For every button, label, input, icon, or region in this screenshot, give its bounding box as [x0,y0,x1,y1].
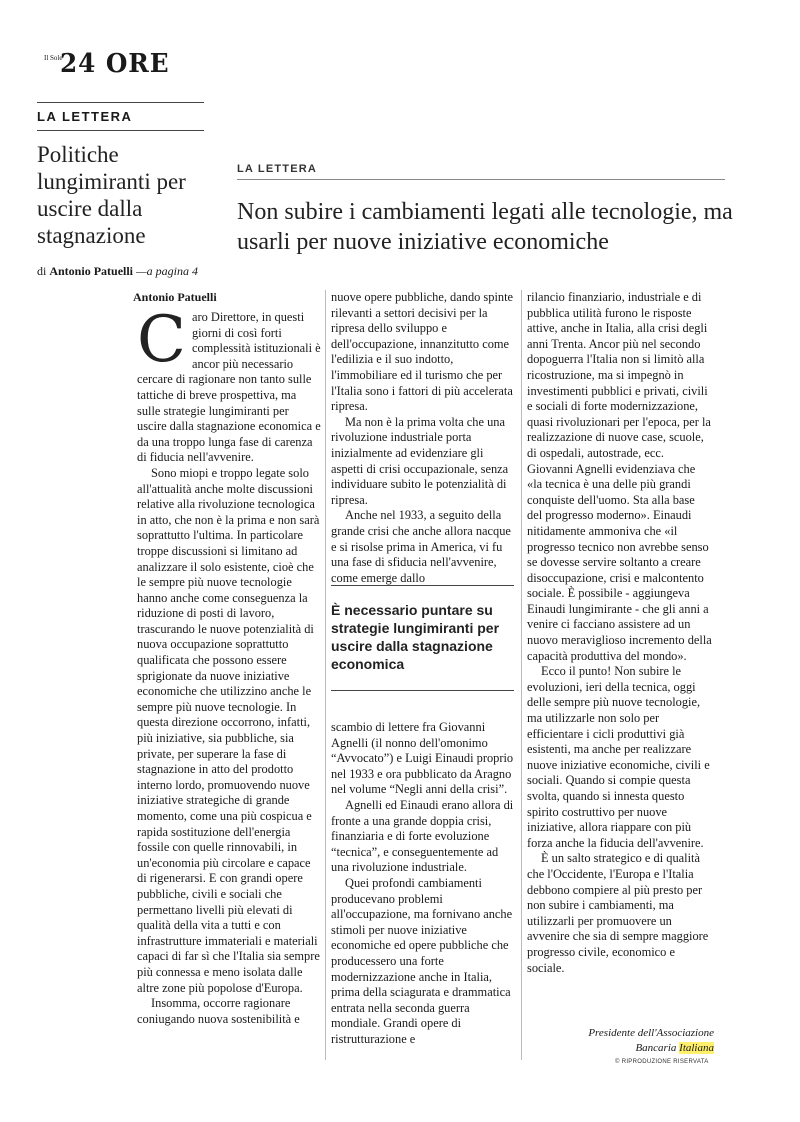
paragraph: Ecco il punto! Non subire le evoluzioni, ieri della tecnica, oggi delle sempre più nuove tecnologie, ma utilizzarle non solo per efficientare i cicli produttivi già esistenti, ma anche per realizzare nuove iniziative economiche, civili e sociali. Quando si compie questa svolta, quando si innesta questo spirito costruttivo per nuove iniziative, allora riappare con più forza anche la fiducia dell'avvenire. [527,664,710,850]
paragraph: Anche nel 1933, a seguito della grande crisi che anche allora nacque e si risolse prima in America, vi fu una fase di sfiducia nell'avvenire, come emerge dallo [331,508,511,585]
article-column-2-bottom [331,720,516,1047]
paragraph: È un salto strategico e di qualità che l'Occidente, l'Europa e l'Italia debbono compiere al più presto per non subire i cambiamenti, ma utilizzarli per promuovere un avvenire che sia di sempre maggiore progresso civile, economico e sociale. [527,851,709,975]
paragraph: Sono miopi e troppo legate solo all'attualità anche molte discussioni relative alla rivoluzione tecnologica in atto, che non è la prima e non sarà soprattutto l'ultima. In particolare troppe discussioni si limitano ad analizzare il solo esistente, cioè che le sempre più nuove tecnologie hanno anche come conseguenza la riduzione di posti di lavoro, trascurando le nuove potenzialità di nuova occupazione soprattutto qualificata che possono essere sprigionate da nuove iniziative economiche che utilizzino anche le sempre più nuove tecnologie. In questa direzione occorrono, infatti, più iniziative, sia pubbliche, sia private, per superare la fase di stagnazione in atto del prodotto interno lordo, promuovendo nuove iniziative strategiche di grande momento, come una più cospicua e rapida sostituzione dell'energia fossile con quelle rinnovabili, in un'economia più circolare e capace di rigenerarsi. E con grandi opere pubbliche, civili e sociali che permettano livelli più elevati di qualità della vita a tutti e con infrastrutture immateriali e materiali capaci di far sì che l'Italia sia sempre più connessa e meno isolata dalle altre zone più popolose d'Europa. [137,465,320,995]
highlighted-text: Italiana [679,1042,714,1054]
left-headline: Politiche lungimiranti per uscire dalla stagnazione [37,142,186,248]
left-kicker: LA LETTERA [37,109,133,124]
paragraph: Quei profondi cambiamenti producevano problemi all'occupazione, ma fornivano anche stimoli per nuove iniziative economiche ed opere pubbliche che producessero una forte modernizzazione anche in Italia, prima della sciagurata e drammatica entrata nella seconda guerra mondiale. Grandi opere di ristrutturazione e [331,875,513,1046]
article-column-2-top [331,290,516,586]
article-column-1 [137,303,321,1027]
paragraph: Agnelli ed Einaudi erano allora di fronte a una grande doppia crisi, finanziaria e di forte evoluzione “tecnica”, e conseguentemente ad una rivoluzione industriale. [331,797,514,875]
article-kicker: LA LETTERA [237,163,318,175]
paragraph: rilancio finanziario, industriale e di pubblica utilità furono le risposte attive, anche in Italia, alla crisi degli anni Trenta. Ancor più nel secondo dopoguerra l'Italia non si limitò alla ricostruzione, ma si impegnò in investimenti pubblici e privati, civili e sociali di forte modernizzazione, quasi rivoluzionari per l'epoca, per la realizzazione di nuove case, scuole, di ospedali, autostrade, ecc. Giovanni Agnelli evidenziava che «la tecnica è una delle più grandi conquiste dell'uomo. Sta alla base del progresso moderno». Einaudi nitidamente ammoniva che «il progresso tecnico non avrebbe senso se dovesse servire soltanto a creare disoccupazione, crisi e malcontento sociale. È possibile - aggiungeva Einaudi lungimirante - che gli anni a venire ci facciano assistere ad un nuovo meraviglioso incremento della capacità produttiva del mondo». [527,290,712,663]
paragraph: aro Direttore, in questi giorni di così forti complessità istituzionali è ancor più necessario cercare di ragionare non tanto sulle tattiche di breve prospettiva, ma sulle strategie lungimiranti per uscire dalla stagnazione economica e da una troppo lunga fase di carenza di fiducia nell'avvenire. [137,310,321,465]
pull-quote: È necessario puntare su strategie lungimiranti per uscire dalla stagnazione economica [331,602,500,672]
pullquote-top-rule [331,585,514,586]
signature-org-part: Bancaria [635,1042,680,1054]
signature-line-1: Presidente dell'Associazione [588,1027,714,1039]
signature-line-2 [527,1041,714,1056]
byline-author: Antonio Patuelli [49,264,134,278]
paragraph: scambio di lettere fra Giovanni Agnelli (il nonno dell'omonimo “Avvocato”) e Luigi Einaudi proprio nel 1933 e ora pubblicato da Aragno nel volume “Negli anni della crisi”. [331,720,514,797]
column-divider [325,290,326,1060]
paragraph: nuove opere pubbliche, dando spinte rilevanti a settori decisivi per la ripresa dello sviluppo e dell'occupazione, innanzitutto come l'edilizia e il suo indotto, l'immobiliare ed il turismo che per l'Italia sono i fattori di più accelerata ripresa. [331,290,514,414]
reproduction-notice: © RIPRODUZIONE RISERVATA [615,1059,709,1065]
column-divider [521,290,522,1060]
paragraph: Insomma, occorre ragionare coniugando nuova sostenibilità e [137,996,300,1026]
paragraph: Ma non è la prima volta che una rivoluzione industriale porta inizialmente ad evidenziare gli aspetti di crisi occupazionale, senza individuare subito le potenzialità di ripresa. [331,414,509,507]
byline-page-ref: —a pagina 4 [136,264,199,278]
left-byline [37,264,198,279]
article-column-3 [527,290,712,976]
author-signature [527,1026,714,1056]
masthead-small: Il Sole [44,54,63,62]
article-header-rule [237,179,725,180]
left-mid-rule [37,130,204,131]
drop-cap: C [137,303,186,377]
left-top-rule [37,102,204,103]
masthead-logo: 24 ORE [60,49,170,79]
byline-prefix: di [37,264,47,278]
pullquote-bottom-rule [331,690,514,691]
article-author: Antonio Patuelli [133,290,217,304]
article-headline: Non subire i cambiamenti legati alle tecnologie, ma usarli per nuove iniziative economiche [237,199,733,255]
